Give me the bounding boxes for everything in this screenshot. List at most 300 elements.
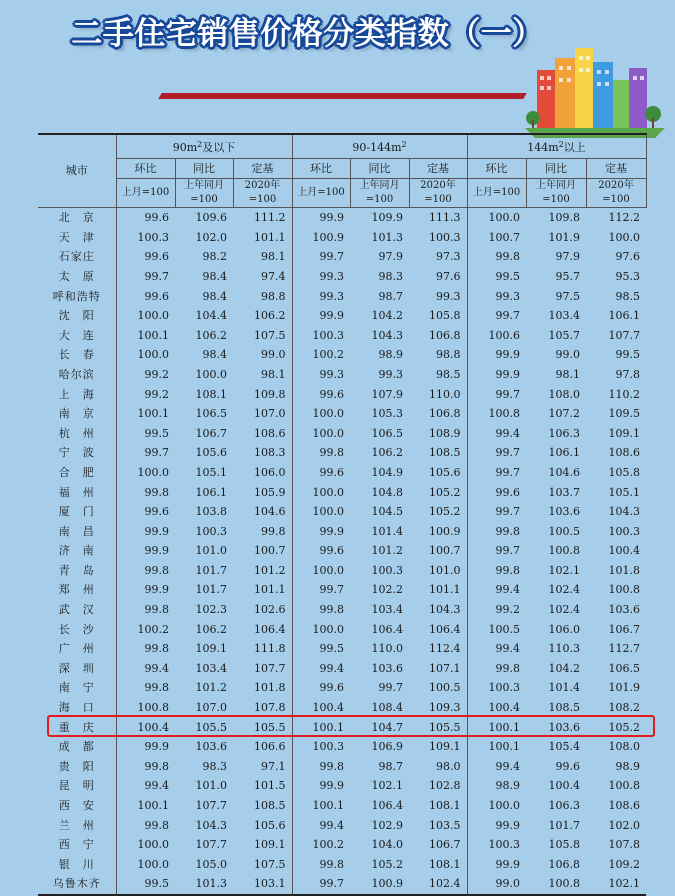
table-row bbox=[38, 561, 646, 581]
value-cell: 101.0 bbox=[409, 561, 467, 581]
value-cell: 98.4 bbox=[202, 289, 227, 303]
value-cell: 105.2 bbox=[409, 483, 467, 503]
value-cell: 100.3 bbox=[409, 228, 467, 248]
value-cell: 100.3 bbox=[608, 524, 641, 538]
value-cell: 106.5 bbox=[195, 407, 227, 421]
table-row bbox=[38, 776, 646, 796]
value-cell: 108.5 bbox=[548, 701, 581, 715]
value-cell: 99.5 bbox=[495, 269, 521, 283]
value-cell: 101.2 bbox=[233, 561, 292, 581]
value-cell: 109.9 bbox=[371, 211, 404, 225]
value-cell: 109.1 bbox=[233, 835, 292, 855]
header-group-large: $144m^2$以上 bbox=[467, 134, 646, 158]
value-cell: 100.5 bbox=[488, 622, 521, 636]
table-row bbox=[38, 874, 646, 895]
value-cell: 105.8 bbox=[548, 838, 581, 852]
value-cell: 99.6 bbox=[319, 465, 345, 479]
value-cell: 99.7 bbox=[495, 544, 521, 558]
value-cell: 100.0 bbox=[137, 857, 169, 871]
value-cell: 98.1 bbox=[233, 365, 292, 385]
value-cell: 103.4 bbox=[548, 309, 581, 323]
value-cell: 101.7 bbox=[195, 563, 227, 577]
value-cell: 106.2 bbox=[233, 306, 292, 326]
value-cell: 106.2 bbox=[371, 446, 404, 460]
value-cell: 109.5 bbox=[608, 407, 641, 421]
value-cell: 106.7 bbox=[409, 835, 467, 855]
header-base-yoy: 上年同月=100 bbox=[350, 179, 409, 208]
page-title: 二手住宅销售价格分类指数（一） bbox=[71, 16, 544, 52]
value-cell: 99.7 bbox=[378, 681, 404, 695]
value-cell: 98.9 bbox=[495, 779, 521, 793]
value-cell: 98.7 bbox=[378, 289, 404, 303]
value-cell: 106.7 bbox=[608, 622, 641, 636]
city-name-cell: 贵 阳 bbox=[38, 757, 116, 777]
city-name-cell: 昆 明 bbox=[38, 776, 116, 796]
value-cell: 99.0 bbox=[467, 874, 526, 895]
value-cell: 99.8 bbox=[319, 446, 345, 460]
value-cell: 105.6 bbox=[233, 816, 292, 836]
value-cell: 106.1 bbox=[608, 309, 641, 323]
value-cell: 99.2 bbox=[144, 387, 169, 401]
value-cell: 98.0 bbox=[409, 757, 467, 777]
header-mom: 环比 bbox=[467, 158, 526, 179]
table-row bbox=[38, 345, 646, 365]
city-name-cell: 成 都 bbox=[38, 737, 116, 757]
header-yoy: 同比 bbox=[526, 158, 586, 179]
value-cell: 99.7 bbox=[292, 874, 350, 895]
value-cell: 101.4 bbox=[371, 524, 404, 538]
value-cell: 105.7 bbox=[548, 328, 581, 342]
value-cell: 99.9 bbox=[144, 740, 169, 754]
table-row bbox=[38, 287, 646, 307]
value-cell: 99.7 bbox=[495, 446, 521, 460]
value-cell: 100.1 bbox=[312, 720, 345, 734]
value-cell: 100.8 bbox=[137, 701, 169, 715]
value-cell: 108.0 bbox=[608, 740, 641, 754]
city-name-cell: 宁 波 bbox=[38, 443, 116, 463]
value-cell: 98.9 bbox=[615, 759, 641, 773]
value-cell: 98.4 bbox=[202, 269, 227, 283]
value-cell: 99.8 bbox=[495, 661, 521, 675]
header-fixed-base: 定基 bbox=[233, 158, 292, 179]
value-cell: 104.3 bbox=[409, 600, 467, 620]
header-group-medium: $90-144m^2$ bbox=[292, 134, 467, 158]
table-row bbox=[38, 208, 646, 228]
value-cell: 98.1 bbox=[555, 367, 581, 381]
value-cell: 105.3 bbox=[371, 407, 404, 421]
value-cell: 107.7 bbox=[195, 838, 227, 852]
table-row bbox=[38, 678, 646, 698]
value-cell: 103.4 bbox=[371, 603, 404, 617]
value-cell: 100.1 bbox=[312, 799, 345, 812]
value-cell: 102.6 bbox=[233, 600, 292, 620]
value-cell: 99.8 bbox=[144, 563, 169, 577]
value-cell: 106.9 bbox=[371, 740, 404, 754]
header-base-mom: 上月=100 bbox=[292, 179, 350, 208]
value-cell: 100.9 bbox=[350, 874, 409, 895]
value-cell: 99.8 bbox=[144, 603, 169, 617]
value-cell: 99.9 bbox=[495, 367, 521, 381]
value-cell: 102.1 bbox=[548, 563, 581, 577]
value-cell: 99.9 bbox=[144, 583, 169, 597]
city-name-cell: 兰 州 bbox=[38, 816, 116, 836]
value-cell: 100.4 bbox=[608, 544, 641, 558]
value-cell: 100.8 bbox=[608, 779, 641, 793]
value-cell: 99.6 bbox=[555, 759, 581, 773]
city-name-cell: 济 南 bbox=[38, 541, 116, 561]
value-cell: 97.1 bbox=[233, 757, 292, 777]
value-cell: 99.9 bbox=[319, 309, 345, 323]
value-cell: 99.6 bbox=[144, 211, 169, 225]
value-cell: 106.8 bbox=[409, 404, 467, 424]
value-cell: 99.3 bbox=[319, 269, 345, 283]
table-row bbox=[38, 326, 646, 346]
value-cell: 99.7 bbox=[319, 583, 345, 597]
value-cell: 106.1 bbox=[195, 485, 227, 499]
value-cell: 99.6 bbox=[144, 505, 169, 519]
value-cell: 98.5 bbox=[615, 289, 641, 303]
value-cell: 105.5 bbox=[195, 720, 227, 734]
value-cell: 99.8 bbox=[233, 522, 292, 542]
value-cell: 107.8 bbox=[608, 838, 641, 852]
value-cell: 103.6 bbox=[195, 740, 227, 754]
value-cell: 104.2 bbox=[548, 661, 581, 675]
value-cell: 112.4 bbox=[409, 639, 467, 659]
value-cell: 100.0 bbox=[488, 799, 521, 812]
value-cell: 99.7 bbox=[495, 309, 521, 323]
header-yoy: 同比 bbox=[350, 158, 409, 179]
value-cell: 97.9 bbox=[378, 250, 404, 264]
table-row bbox=[38, 267, 646, 287]
value-cell: 102.4 bbox=[548, 603, 581, 617]
value-cell: 97.6 bbox=[615, 250, 641, 264]
table-row bbox=[38, 502, 646, 522]
value-cell: 106.1 bbox=[548, 446, 581, 460]
value-cell: 100.5 bbox=[409, 678, 467, 698]
header-mom: 环比 bbox=[292, 158, 350, 179]
table-row bbox=[38, 247, 646, 267]
value-cell: 104.9 bbox=[371, 465, 404, 479]
value-cell: 100.0 bbox=[137, 309, 169, 323]
value-cell: 106.4 bbox=[233, 620, 292, 640]
value-cell: 99.4 bbox=[495, 759, 521, 773]
city-name-cell: 北 京 bbox=[38, 208, 116, 228]
value-cell: 110.2 bbox=[608, 387, 641, 401]
value-cell: 99.0 bbox=[233, 345, 292, 365]
value-cell: 99.5 bbox=[319, 642, 345, 656]
city-name-cell: 厦 门 bbox=[38, 502, 116, 522]
value-cell: 99.8 bbox=[144, 759, 169, 773]
value-cell: 101.8 bbox=[233, 678, 292, 698]
city-name-cell: 杭 州 bbox=[38, 424, 116, 444]
value-cell: 108.5 bbox=[233, 796, 292, 816]
table-row bbox=[38, 228, 646, 248]
city-name-cell: 武 汉 bbox=[38, 600, 116, 620]
value-cell: 103.1 bbox=[233, 874, 292, 895]
value-cell: 98.5 bbox=[409, 365, 467, 385]
value-cell: 104.6 bbox=[548, 465, 581, 479]
value-cell: 103.4 bbox=[195, 661, 227, 675]
table-row bbox=[38, 424, 646, 444]
header-mom: 环比 bbox=[116, 158, 175, 179]
city-name-cell: 太 原 bbox=[38, 267, 116, 287]
value-cell: 101.7 bbox=[548, 818, 581, 832]
value-cell: 101.9 bbox=[548, 230, 581, 244]
city-name-cell: 大 连 bbox=[38, 326, 116, 346]
price-index-table bbox=[38, 133, 647, 896]
value-cell: 104.3 bbox=[608, 505, 641, 519]
header-base-yoy: 上年同月=100 bbox=[175, 179, 233, 208]
value-cell: 99.8 bbox=[319, 857, 345, 871]
city-name-cell: 南 宁 bbox=[38, 678, 116, 698]
value-cell: 100.0 bbox=[312, 426, 345, 440]
value-cell: 107.0 bbox=[233, 404, 292, 424]
value-cell: 99.8 bbox=[495, 250, 521, 264]
table-row bbox=[38, 541, 646, 561]
value-cell: 100.0 bbox=[137, 465, 169, 479]
value-cell: 99.9 bbox=[495, 857, 521, 871]
value-cell: 102.3 bbox=[195, 603, 227, 617]
table-row bbox=[38, 306, 646, 326]
value-cell: 105.2 bbox=[371, 857, 404, 871]
value-cell: 99.9 bbox=[144, 524, 169, 538]
value-cell: 99.3 bbox=[495, 289, 521, 303]
value-cell: 106.5 bbox=[371, 426, 404, 440]
value-cell: 104.0 bbox=[371, 838, 404, 852]
value-cell: 99.4 bbox=[495, 642, 521, 656]
value-cell: 99.6 bbox=[319, 544, 345, 558]
value-cell: 108.3 bbox=[233, 443, 292, 463]
value-cell: 102.4 bbox=[548, 583, 581, 597]
value-cell: 97.4 bbox=[233, 267, 292, 287]
value-cell: 99.3 bbox=[409, 287, 467, 307]
value-cell: 100.0 bbox=[312, 622, 345, 636]
value-cell: 105.6 bbox=[195, 446, 227, 460]
value-cell: 100.3 bbox=[312, 740, 345, 754]
value-cell: 108.2 bbox=[608, 701, 641, 715]
value-cell: 101.1 bbox=[233, 580, 292, 600]
value-cell: 100.0 bbox=[195, 367, 227, 381]
value-cell: 101.3 bbox=[175, 874, 233, 895]
value-cell: 106.2 bbox=[195, 328, 227, 342]
value-cell: 106.4 bbox=[371, 622, 404, 636]
value-cell: 98.4 bbox=[202, 348, 227, 362]
value-cell: 100.7 bbox=[409, 541, 467, 561]
value-cell: 109.8 bbox=[548, 211, 581, 225]
value-cell: 100.8 bbox=[548, 544, 581, 558]
value-cell: 100.4 bbox=[548, 779, 581, 793]
value-cell: 98.3 bbox=[202, 759, 227, 773]
value-cell: 100.0 bbox=[312, 563, 345, 577]
value-cell: 100.5 bbox=[548, 524, 581, 538]
city-name-cell: 南 京 bbox=[38, 404, 116, 424]
header-yoy: 同比 bbox=[175, 158, 233, 179]
value-cell: 104.7 bbox=[371, 720, 404, 734]
value-cell: 103.6 bbox=[548, 505, 581, 519]
value-cell: 99.3 bbox=[319, 367, 345, 381]
value-cell: 107.0 bbox=[195, 701, 227, 715]
header-city: 城市 bbox=[38, 134, 116, 208]
value-cell: 100.1 bbox=[137, 799, 169, 812]
value-cell: 100.3 bbox=[488, 681, 521, 695]
value-cell: 100.8 bbox=[526, 874, 586, 895]
city-name-cell: 沈 阳 bbox=[38, 306, 116, 326]
value-cell: 99.7 bbox=[144, 269, 169, 283]
value-cell: 99.4 bbox=[144, 661, 169, 675]
value-cell: 104.4 bbox=[195, 309, 227, 323]
value-cell: 108.0 bbox=[548, 387, 581, 401]
value-cell: 100.1 bbox=[137, 328, 169, 342]
value-cell: 102.0 bbox=[195, 230, 227, 244]
value-cell: 101.0 bbox=[195, 779, 227, 793]
value-cell: 99.2 bbox=[144, 367, 169, 381]
value-cell: 99.3 bbox=[378, 367, 404, 381]
value-cell: 97.6 bbox=[409, 267, 467, 287]
value-cell: 105.8 bbox=[409, 306, 467, 326]
value-cell: 105.4 bbox=[548, 740, 581, 754]
value-cell: 98.3 bbox=[378, 269, 404, 283]
header-base-2020: 2020年=100 bbox=[409, 179, 467, 208]
table-row bbox=[38, 404, 646, 424]
value-cell: 99.4 bbox=[495, 583, 521, 597]
value-cell: 99.9 bbox=[144, 544, 169, 558]
city-name-cell: 乌鲁木齐 bbox=[38, 874, 116, 895]
value-cell: 107.7 bbox=[233, 659, 292, 679]
value-cell: 108.9 bbox=[409, 424, 467, 444]
value-cell: 99.5 bbox=[615, 348, 641, 362]
city-name-cell: 上 海 bbox=[38, 385, 116, 405]
value-cell: 97.9 bbox=[555, 250, 581, 264]
value-cell: 100.0 bbox=[608, 230, 641, 244]
value-cell: 102.9 bbox=[371, 818, 404, 832]
value-cell: 105.5 bbox=[409, 718, 467, 738]
value-cell: 110.3 bbox=[548, 642, 581, 656]
value-cell: 110.0 bbox=[409, 385, 467, 405]
table-row bbox=[38, 620, 646, 640]
value-cell: 102.1 bbox=[586, 874, 646, 895]
value-cell: 99.4 bbox=[144, 779, 169, 793]
table-row bbox=[38, 757, 646, 777]
value-cell: 99.9 bbox=[319, 524, 345, 538]
value-cell: 101.2 bbox=[371, 544, 404, 558]
value-cell: 103.6 bbox=[371, 661, 404, 675]
value-cell: 109.2 bbox=[608, 857, 641, 871]
value-cell: 99.6 bbox=[319, 681, 345, 695]
value-cell: 104.5 bbox=[371, 505, 404, 519]
value-cell: 99.8 bbox=[144, 485, 169, 499]
value-cell: 100.8 bbox=[608, 583, 641, 597]
city-name-cell: 哈尔滨 bbox=[38, 365, 116, 385]
value-cell: 97.3 bbox=[409, 247, 467, 267]
value-cell: 109.8 bbox=[233, 385, 292, 405]
value-cell: 109.1 bbox=[195, 642, 227, 656]
city-name-cell: 石家庄 bbox=[38, 247, 116, 267]
value-cell: 99.9 bbox=[319, 211, 345, 225]
value-cell: 99.9 bbox=[495, 818, 521, 832]
value-cell: 105.8 bbox=[608, 465, 641, 479]
value-cell: 98.9 bbox=[378, 348, 404, 362]
value-cell: 99.6 bbox=[319, 387, 345, 401]
header-base-mom: 上月=100 bbox=[467, 179, 526, 208]
value-cell: 98.8 bbox=[233, 287, 292, 307]
value-cell: 106.6 bbox=[233, 737, 292, 757]
value-cell: 106.7 bbox=[195, 426, 227, 440]
value-cell: 99.3 bbox=[319, 289, 345, 303]
value-cell: 112.2 bbox=[608, 211, 641, 225]
value-cell: 106.3 bbox=[548, 426, 581, 440]
value-cell: 103.5 bbox=[409, 816, 467, 836]
city-name-cell: 郑 州 bbox=[38, 580, 116, 600]
value-cell: 106.0 bbox=[233, 463, 292, 483]
value-cell: 99.0 bbox=[555, 348, 581, 362]
value-cell: 103.8 bbox=[195, 505, 227, 519]
header-base-yoy: 上年同月=100 bbox=[526, 179, 586, 208]
value-cell: 99.4 bbox=[319, 661, 345, 675]
value-cell: 99.2 bbox=[495, 603, 521, 617]
value-cell: 109.1 bbox=[608, 426, 641, 440]
value-cell: 100.9 bbox=[312, 230, 345, 244]
value-cell: 103.6 bbox=[608, 603, 641, 617]
header-fixed-base: 定基 bbox=[409, 158, 467, 179]
value-cell: 100.9 bbox=[409, 522, 467, 542]
city-name-cell: 广 州 bbox=[38, 639, 116, 659]
value-cell: 106.3 bbox=[548, 799, 581, 812]
value-cell: 104.3 bbox=[371, 328, 404, 342]
value-cell: 100.4 bbox=[488, 701, 521, 715]
value-cell: 100.0 bbox=[312, 505, 345, 519]
value-cell: 97.5 bbox=[555, 289, 581, 303]
value-cell: 107.7 bbox=[195, 799, 227, 812]
value-cell: 99.7 bbox=[319, 250, 345, 264]
value-cell: 99.9 bbox=[495, 348, 521, 362]
value-cell: 104.2 bbox=[371, 309, 404, 323]
table-row bbox=[38, 580, 646, 600]
highlight-box-kunming bbox=[47, 715, 655, 737]
city-name-cell: 西 安 bbox=[38, 796, 116, 816]
value-cell: 100.3 bbox=[195, 524, 227, 538]
value-cell: 106.2 bbox=[195, 622, 227, 636]
value-cell: 107.2 bbox=[548, 407, 581, 421]
value-cell: 101.9 bbox=[608, 681, 641, 695]
value-cell: 105.2 bbox=[409, 502, 467, 522]
city-name-cell: 长 沙 bbox=[38, 620, 116, 640]
value-cell: 100.2 bbox=[312, 348, 345, 362]
value-cell: 100.6 bbox=[488, 328, 521, 342]
value-cell: 100.4 bbox=[312, 701, 345, 715]
value-cell: 102.0 bbox=[608, 818, 641, 832]
value-cell: 99.8 bbox=[495, 563, 521, 577]
city-name-cell: 天 津 bbox=[38, 228, 116, 248]
value-cell: 100.8 bbox=[488, 407, 521, 421]
value-cell: 99.6 bbox=[144, 250, 169, 264]
value-cell: 99.4 bbox=[495, 426, 521, 440]
value-cell: 100.0 bbox=[137, 838, 169, 852]
table-row bbox=[38, 463, 646, 483]
value-cell: 98.7 bbox=[378, 759, 404, 773]
value-cell: 100.3 bbox=[488, 838, 521, 852]
value-cell: 104.3 bbox=[195, 818, 227, 832]
city-name-cell: 重 庆 bbox=[38, 718, 116, 738]
value-cell: 99.5 bbox=[144, 426, 169, 440]
value-cell: 99.9 bbox=[319, 779, 345, 793]
value-cell: 100.0 bbox=[312, 407, 345, 421]
value-cell: 100.2 bbox=[137, 622, 169, 636]
city-name-cell: 合 肥 bbox=[38, 463, 116, 483]
city-name-cell: 西 宁 bbox=[38, 835, 116, 855]
value-cell: 107.8 bbox=[233, 698, 292, 718]
value-cell: 99.6 bbox=[495, 485, 521, 499]
table-row bbox=[38, 522, 646, 542]
